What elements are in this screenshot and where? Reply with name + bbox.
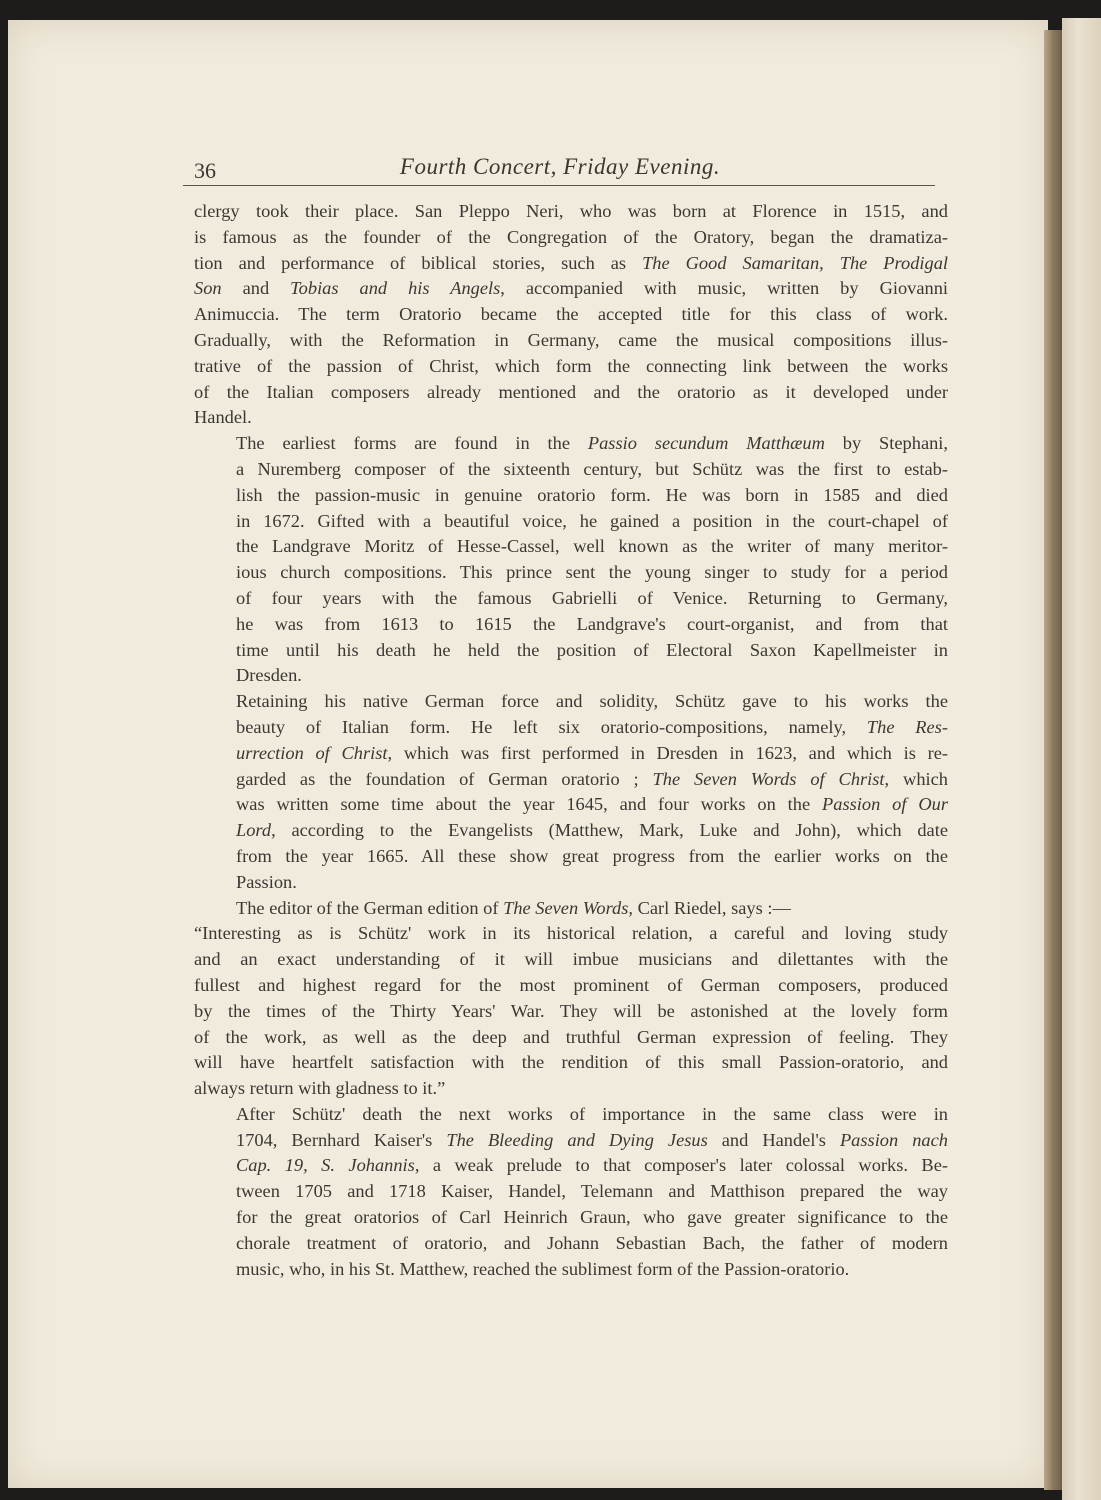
text-line — [194, 302, 948, 328]
text-run: , according to the Evangelists (Matthew, Mark, Luke and John), which date — [271, 820, 948, 841]
text-run: by Stephani, — [824, 433, 949, 454]
page-number: 36 — [194, 158, 216, 183]
text-run: time until his death he held the position of Electoral Saxon Kapellmeister in — [236, 639, 948, 660]
text-line — [194, 1025, 948, 1051]
text-run: fullest and highest regard for the most prominent of German composers, produced — [194, 974, 948, 995]
text-run: Dresden. — [236, 665, 302, 686]
text-run: The editor of the German edition of — [236, 897, 504, 918]
body-text — [194, 199, 948, 1282]
italic-title-run: The Good Samaritan, The Prodigal — [642, 252, 948, 273]
text-line — [194, 767, 948, 793]
text-line — [194, 586, 948, 612]
text-run: of the Italian composers already mentioned and the oratorio as it developed under — [194, 381, 948, 402]
text-run: by the times of the Thirty Years' War. They will be astonished at the lovely form — [194, 1000, 948, 1021]
text-run: Animuccia. The term Oratorio became the accepted title for this class of work. — [194, 304, 948, 325]
text-run: he was from 1613 to 1615 the Landgrave's court-organist, and from that — [236, 613, 948, 634]
text-run: and Handel's — [707, 1129, 840, 1150]
text-line — [194, 483, 948, 509]
italic-title-run: Passion of Our — [822, 794, 948, 815]
running-head — [185, 150, 935, 186]
text-line — [194, 638, 948, 664]
text-run: Carl Riedel, says :— — [633, 897, 791, 918]
text-run: trative of the passion of Christ, which form the connecting link between the works — [194, 355, 948, 376]
text-line — [194, 689, 948, 715]
italic-title-run: The Seven Words, — [503, 897, 634, 918]
text-run: After Schütz' death the next works of importance in the same class were in — [236, 1103, 948, 1124]
text-run: and an exact understanding of it will imbue musicians and dilettantes with the — [194, 949, 948, 970]
text-run: Handel. — [194, 407, 252, 428]
text-line — [194, 1153, 948, 1179]
paragraph — [194, 431, 948, 689]
italic-title-run: The Seven Words of Christ — [652, 768, 885, 789]
text-run: tween 1705 and 1718 Kaiser, Handel, Telemann and Matthison prepared the way — [236, 1181, 948, 1202]
text-line — [194, 1179, 948, 1205]
text-run: tion and performance of biblical stories, such as — [194, 252, 643, 273]
text-line — [194, 328, 948, 354]
text-run: Retaining his native German force and solidity, Schütz gave to his works the — [236, 691, 948, 712]
italic-title-run: Passio secundum Matthæum — [587, 433, 825, 454]
text-line — [194, 354, 948, 380]
text-line — [194, 1231, 948, 1257]
text-run: “Interesting as is Schütz' work in its historical relation, a careful and loving study — [194, 923, 948, 944]
text-run: , a weak prelude to that composer's later colossal works. Be- — [414, 1155, 948, 1176]
paragraph — [194, 921, 948, 1102]
text-line — [194, 225, 948, 251]
text-line — [194, 251, 948, 277]
text-line — [194, 1205, 948, 1231]
paragraph — [194, 1102, 948, 1283]
text-line — [194, 509, 948, 535]
text-line — [194, 560, 948, 586]
italic-title-run: The Res- — [866, 716, 948, 737]
text-line — [194, 534, 948, 560]
italic-title-run: Tobias and his Angels — [290, 278, 501, 299]
text-line — [194, 1128, 948, 1154]
text-line — [194, 663, 948, 689]
text-run: a Nuremberg composer of the sixteenth century, but Schütz was the first to estab- — [236, 458, 948, 479]
text-line — [194, 921, 948, 947]
text-line — [194, 199, 948, 225]
text-run: in 1672. Gifted with a beautiful voice, he gained a position in the court-chapel of — [236, 510, 948, 531]
italic-title-run: Cap. 19, S. Johannis — [236, 1155, 415, 1176]
text-line — [194, 715, 948, 741]
text-run: garded as the foundation of German oratorio ; — [236, 768, 653, 789]
text-line — [194, 276, 948, 302]
text-run: 1704, Bernhard Kaiser's — [236, 1129, 447, 1150]
text-line — [194, 380, 948, 406]
text-run: beauty of Italian form. He left six oratorio-compositions, namely, — [236, 716, 867, 737]
header-rule — [183, 185, 935, 186]
text-line — [194, 1257, 948, 1283]
text-line — [194, 1102, 948, 1128]
text-run: of the work, as well as the deep and truthful German expression of feeling. They — [194, 1026, 948, 1047]
text-line — [194, 612, 948, 638]
text-run: The earliest forms are found in the — [236, 433, 588, 454]
italic-title-run: Lord — [236, 820, 272, 841]
text-line — [194, 947, 948, 973]
text-run: the Landgrave Moritz of Hesse-Cassel, well known as the writer of many meritor- — [236, 536, 948, 557]
paragraph — [194, 689, 948, 895]
text-run: Gradually, with the Reformation in Germany, came the musical compositions illus- — [194, 329, 948, 350]
text-run: for the great oratorios of Carl Heinrich Graun, who gave greater significance to the — [236, 1207, 948, 1228]
text-run: Passion. — [236, 871, 297, 892]
text-line — [194, 1050, 948, 1076]
text-line — [194, 405, 948, 431]
text-line — [194, 741, 948, 767]
text-line — [194, 870, 948, 896]
text-run: from the year 1665. All these show great progress from the earlier works on the — [236, 845, 948, 866]
italic-title-run: Son — [194, 278, 222, 299]
text-run: of four years with the famous Gabrielli of Venice. Returning to Germany, — [236, 587, 948, 608]
text-line — [194, 896, 948, 922]
italic-title-run: urrection of Christ — [236, 742, 388, 763]
text-run: music, who, in his St. Matthew, reached the sublimest form of the Passion-oratorio. — [236, 1258, 850, 1279]
book-spine — [1044, 30, 1064, 1490]
text-run: and — [221, 278, 291, 299]
text-run: will have heartfelt satisfaction with the rendition of this small Passion-oratorio, and — [194, 1052, 948, 1073]
text-line — [194, 457, 948, 483]
paragraph — [194, 896, 948, 922]
text-run: chorale treatment of oratorio, and Johann Sebastian Bach, the father of modern — [236, 1232, 948, 1253]
text-run: was written some time about the year 1645, and four works on the — [236, 794, 823, 815]
text-run: ious church compositions. This prince sent the young singer to study for a period — [236, 562, 948, 583]
text-run: always return with gladness to it.” — [194, 1078, 446, 1099]
text-line — [194, 999, 948, 1025]
running-title: Fourth Concert, Friday Evening. — [399, 154, 721, 179]
text-run: lish the passion-music in genuine oratorio form. He was born in 1585 and died — [236, 484, 948, 505]
facing-page-edge — [1062, 18, 1101, 1500]
paragraph — [194, 199, 948, 431]
text-run: clergy took their place. San Pleppo Neri, who was born at Florence in 1515, and — [194, 201, 948, 221]
text-line — [194, 818, 948, 844]
text-run: , which — [884, 768, 948, 789]
text-run: , accompanied with music, written by Giovanni — [500, 278, 949, 299]
text-line — [194, 1076, 948, 1102]
italic-title-run: The Bleeding and Dying Jesus — [446, 1129, 708, 1150]
text-line — [194, 844, 948, 870]
text-run: , which was first performed in Dresden in 1623, and which is re- — [387, 742, 948, 763]
text-run: is famous as the founder of the Congregation of the Oratory, began the dramatiza- — [194, 226, 948, 247]
text-line — [194, 431, 948, 457]
italic-title-run: Passion nach — [839, 1129, 948, 1150]
text-line — [194, 973, 948, 999]
text-line — [194, 792, 948, 818]
